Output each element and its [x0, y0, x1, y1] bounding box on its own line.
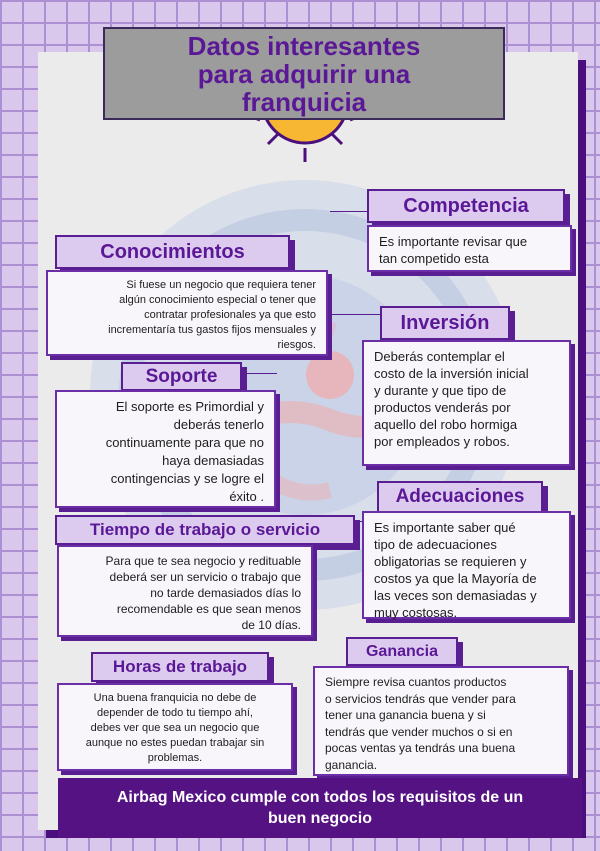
heading-tiempo: Tiempo de trabajo o servicio: [55, 515, 355, 545]
heading-ganancia: Ganancia: [346, 637, 458, 666]
card-conocimientos: Si fuese un negocio que requiera tener algún conocimiento especial o tener que contratar profesionales ya que esto incrementaría tus gastos fijos mensuales y riesgos.: [46, 270, 328, 356]
card-soporte: El soporte es Primordial y deberás tenerlo continuamente para que no haya demasiadas contingencias y se logre el éxito .: [55, 390, 276, 508]
heading-adecuaciones: Adecuaciones: [377, 481, 543, 513]
heading-conocimientos: Conocimientos: [55, 235, 290, 269]
heading-inversion: Inversión: [380, 306, 510, 340]
heading-horas-de-trabajo: Horas de trabajo: [91, 652, 269, 682]
card-inversion: Deberás contemplar el costo de la inversión inicial y durante y que tipo de productos venderás por aquello del robo hormiga por empleados y robos.: [362, 340, 571, 466]
card-adecuaciones: Es importante saber qué tipo de adecuaciones obligatorias se requieren y costos ya que la Mayoría de las veces son demasiadas y muy costosas.: [362, 511, 571, 619]
heading-competencia: Competencia: [367, 189, 565, 223]
connector-line: [330, 211, 368, 212]
card-competencia: Es importante revisar que tan competido esta: [367, 225, 572, 272]
card-ganancia: Siempre revisa cuantos productos o servicios tendrás que vender para tener una ganancia buena y si tendrás que vender muchos o si en pocas ventas ya tendrás una buena ganancia.: [313, 666, 569, 776]
card-horas-de-trabajo: Una buena franquicia no debe de depender de todo tu tiempo ahí, debes ver que sea un negocio que aunque no estes puedan trabajar sin problemas.: [57, 683, 293, 771]
title-box: [103, 27, 505, 120]
connector-line: [245, 373, 277, 374]
footer-text: Airbag Mexico cumple con todos los requisitos de un buen negocio: [116, 789, 524, 827]
connector-line: [330, 314, 382, 315]
page-title: Datos interesantes para adquirir una franquicia: [187, 30, 421, 117]
heading-soporte: Soporte: [121, 362, 242, 391]
footer-banner: [58, 778, 582, 838]
card-tiempo: Para que te sea negocio y redituable deberá ser un servicio o trabajo que no tarde demasiados días lo recomendable es que sean menos de 10 días.: [57, 545, 313, 637]
